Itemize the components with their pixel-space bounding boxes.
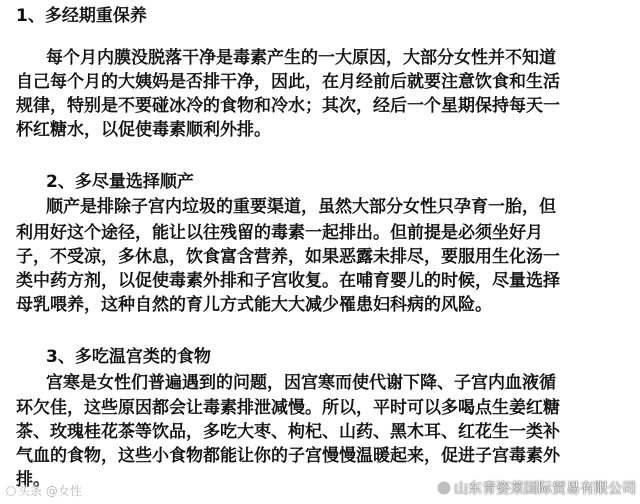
section-1-line-1: 每个月内膜没脱落干净是毒素产生的一大原因，大部分女性并不知道 bbox=[46, 48, 556, 68]
section-2-line-1: 顺产是排除子宫内垃圾的重要渠道，虽然大部分女性只孕育一胎，但 bbox=[46, 197, 556, 217]
watermark-right-text: 山东青姿莱国际贸易有限公司 bbox=[454, 481, 636, 497]
section-1-line-3: 规律，特别是不要碰冰冷的食物和冷水；其次，经后一个星期保持每天一 bbox=[16, 96, 560, 116]
section-2-line-5: 母乳喂养，这种自然的育儿方式能大大减少罹患妇科病的风险。 bbox=[16, 295, 492, 315]
section-2-line-4: 类中药方剂，以促使毒素外排和子宫收复。在哺育婴儿的时候，尽量选择 bbox=[16, 271, 560, 291]
watermark-left bbox=[6, 482, 82, 499]
section-3-heading: 3、多吃温宫类的食物 bbox=[46, 347, 211, 367]
watermark-right bbox=[438, 478, 636, 498]
section-1-heading: 1、多经期重保养 bbox=[16, 6, 147, 26]
section-3-line-4: 气血的食物，这些小食物都能让你的子宫慢慢温暖起来，促进子宫毒素外 bbox=[16, 446, 560, 466]
section-1-line-4: 杯红糖水，以促使毒素顺利外排。 bbox=[16, 120, 271, 140]
watermark-logo-icon bbox=[6, 486, 16, 496]
section-3-line-5: 排。 bbox=[16, 470, 50, 490]
section-3-line-3: 茶、玫瑰桂花茶等饮品，多吃大枣、枸杞、山药、黑木耳、红花生一类补 bbox=[16, 422, 560, 442]
watermark-left-text: 头条 @女性 bbox=[18, 484, 82, 498]
section-1-line-2: 自己每个月的大姨妈是否排干净，因此，在月经前后就要注意饮食和生活 bbox=[16, 72, 560, 92]
section-2-line-3: 子，不受凉，多休息，饮食富含营养，如果恶露未排尽，要服用生化汤一 bbox=[16, 247, 560, 267]
section-2-line-2: 利用好这个途径，能让以往残留的毒素一起排出。但前提是必须坐好月 bbox=[16, 223, 543, 243]
section-3-line-1: 宫寒是女性们普遍遇到的问题，因宫寒而使代谢下降、子宫内血液循 bbox=[46, 373, 556, 393]
section-2-heading: 2、多尽量选择顺产 bbox=[46, 172, 194, 192]
section-3-line-2: 环欠佳，这些原因都会让毒素排泄减慢。所以，平时可以多喝点生姜红糖 bbox=[16, 398, 560, 418]
watermark-brand-icon bbox=[438, 482, 450, 494]
